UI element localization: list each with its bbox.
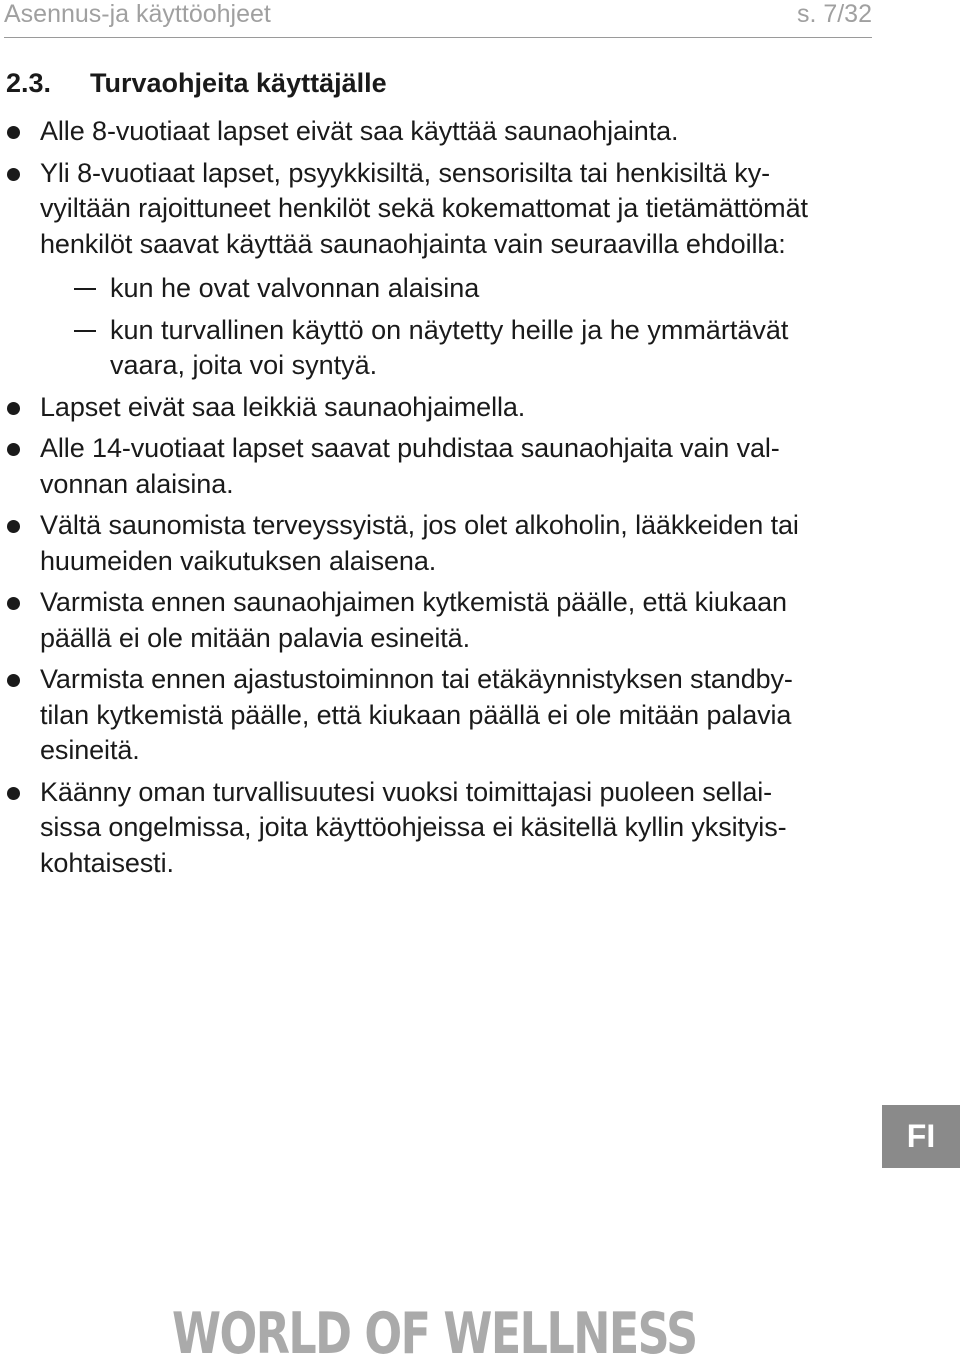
section-number: 2.3. [6,68,52,98]
list-item-text: Yli 8-vuotiaat lapset, psyykkisiltä, sensorisilta tai henkisiltä ky- [40,157,770,188]
bullet-icon [7,520,20,533]
language-badge: FI [882,1105,960,1168]
page-number: s. 7/32 [796,0,872,28]
list-item-text: kohtaisesti. [40,847,174,878]
bullet-icon [7,674,20,687]
list-item-text: vonnan alaisina. [40,468,234,499]
list-item-text: Vältä saunomista terveyssyistä, jos olet alkoholin, lääkkeiden tai [40,510,799,540]
list-item-text: sissa ongelmissa, joita käyttöohjeissa ei käsitellä kyllin yksityis- [40,812,787,842]
document-title: Asennus-ja käyttöohjeet [4,0,271,28]
list-item-text: vyiltään rajoittuneet henkilöt sekä kokemattomat ja tietämättömät [40,193,808,223]
list-item [0,508,880,579]
bullet-icon [7,443,20,456]
list-item-text: päällä ei ole mitään palavia esineitä. [40,622,470,653]
list-item-text: Lapset eivät saa leikkiä saunaohjaimella. [40,391,526,422]
list-item [0,775,880,882]
bullet-icon [7,787,20,800]
list-item [0,156,880,263]
list-item-text: Käänny oman turvallisuutesi vuoksi toimittajasi puoleen sellai- [40,776,773,807]
list-item [0,390,880,426]
list-item [0,431,880,502]
bullet-icon [7,597,20,610]
brand-logo: WORLD OF WELLNESS [172,1301,697,1367]
list-item-text: Varmista ennen saunaohjaimen kytkemistä päälle, että kiukaan [40,587,787,617]
list-item-text: Alle 14-vuotiaat lapset saavat puhdistaa saunaohjaita vain val- [40,433,780,463]
safety-instructions-list [0,114,880,887]
page-header [4,0,872,38]
list-item-text: huumeiden vaikutuksen alaisena. [40,545,437,576]
list-item [0,114,880,150]
list-item-text: Varmista ennen ajastustoiminnon tai etäkäynnistyksen standby- [40,664,793,694]
bullet-icon [7,168,20,181]
dash-icon [74,330,96,332]
section-heading [6,67,387,99]
sub-list-item-text: vaara, joita voi syntyä. [110,350,378,380]
list-item-text: henkilöt saavat käyttää saunaohjainta vain seuraavilla ehdoilla: [40,228,786,259]
bullet-icon [7,126,20,139]
list-item [0,585,880,656]
list-item-text: tilan kytkemistä päälle, että kiukaan päällä ei ole mitään palavia [40,699,792,730]
list-item [0,662,880,769]
list-item-text: Alle 8-vuotiaat lapset eivät saa käyttää saunaohjainta. [40,116,679,146]
list-item-text: esineitä. [40,735,140,765]
sub-list-item [0,271,880,307]
section-title: Turvaohjeita käyttäjälle [90,68,387,98]
dash-icon [74,288,96,290]
sub-list-item [0,313,880,384]
sub-list-item-text: kun he ovat valvonnan alaisina [110,273,480,303]
sub-list-item-text: kun turvallinen käyttö on näytetty heille ja he ymmärtävät [110,314,789,345]
bullet-icon [7,402,20,415]
